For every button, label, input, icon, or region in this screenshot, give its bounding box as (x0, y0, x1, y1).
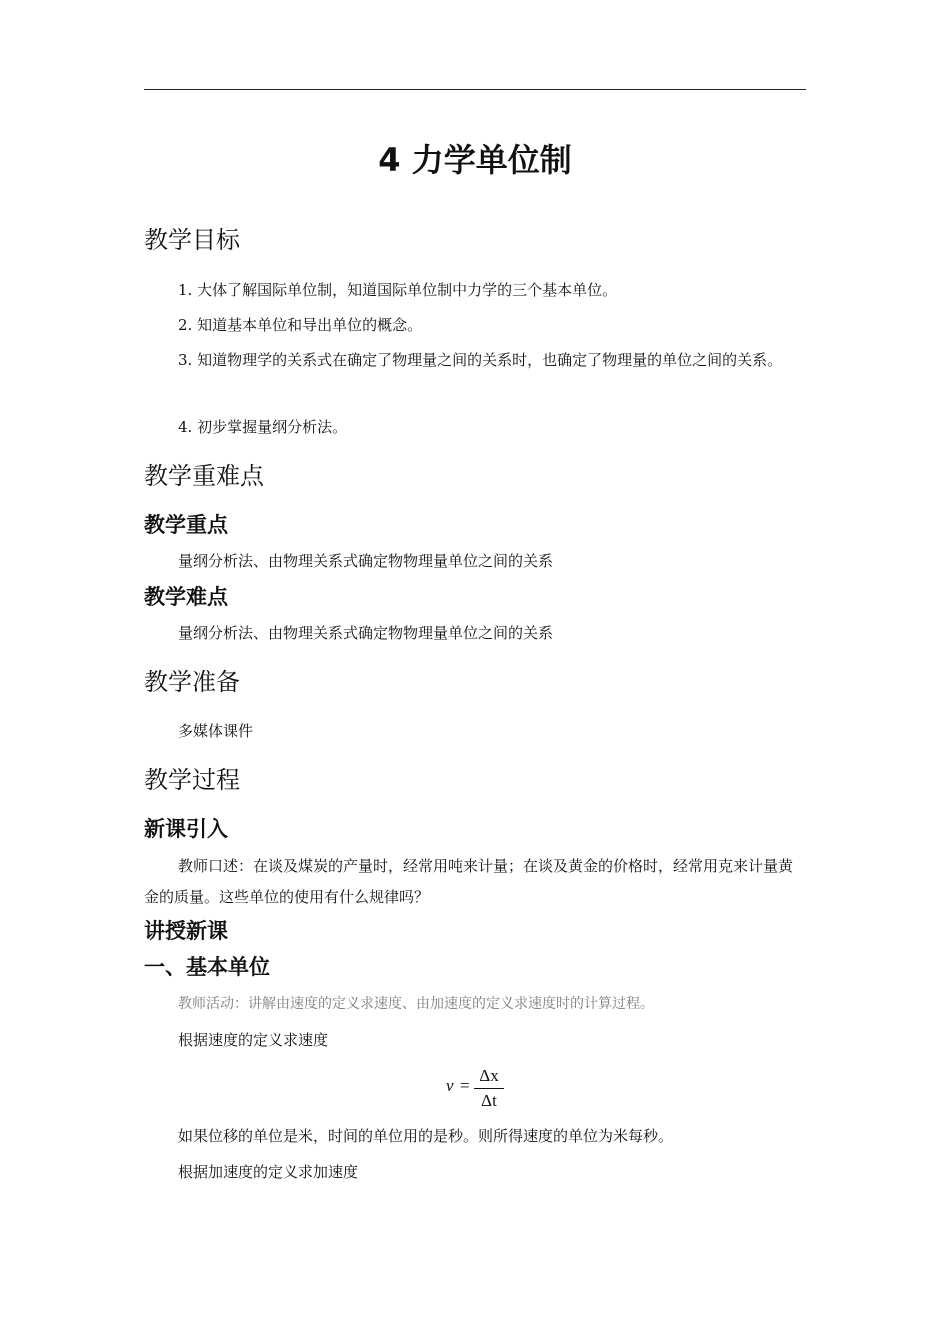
section-heading-objectives: 教学目标 (144, 226, 240, 254)
objective-item-1: 1. 大体了解国际单位制，知道国际单位制中力学的三个基本单位。 (178, 281, 618, 299)
velocity-intro-text: 根据速度的定义求速度 (178, 1031, 329, 1049)
subheading-intro: 新课引入 (144, 817, 228, 841)
fraction-bar (474, 1088, 504, 1089)
velocity-unit-text: 如果位移的单位是米，时间的单位用的是秒。则所得速度的单位为米每秒。 (178, 1127, 674, 1145)
difficult-points-text: 量纲分析法、由物理关系式确定物物理量单位之间的关系 (178, 624, 554, 642)
formula-lhs: v (446, 1076, 454, 1095)
header-rule (144, 89, 806, 90)
page-title: 4 力学单位制 (378, 141, 572, 179)
objective-item-3: 3. 知道物理学的关系式在确定了物理量之间的关系时，也确定了物理量的单位之间的关系。 (178, 351, 783, 369)
teacher-activity-text: 教师活动：讲解由速度的定义求速度、由加速度的定义求速度时的计算过程。 (178, 996, 654, 1012)
objective-item-4: 4. 初步掌握量纲分析法。 (178, 418, 348, 436)
objective-item-2: 2. 知道基本单位和导出单位的概念。 (178, 316, 423, 334)
prep-text: 多媒体课件 (178, 722, 254, 740)
subheading-difficult-points: 教学难点 (144, 585, 228, 609)
key-points-text: 量纲分析法、由物理关系式确定物物理量单位之间的关系 (178, 552, 554, 570)
section-heading-process: 教学过程 (144, 766, 240, 794)
subheading-lecture: 讲授新课 (144, 919, 228, 943)
formula-fraction (474, 1065, 504, 1112)
section-heading-focus: 教学重难点 (144, 462, 264, 490)
section-heading-prep: 教学准备 (144, 668, 240, 696)
subheading-basic-units: 一、基本单位 (144, 955, 270, 979)
formula-equals: = (460, 1076, 470, 1095)
intro-text: 教师口述：在谈及煤炭的产量时，经常用吨来计量；在谈及黄金的价格时，经常用克来计量黄金的质量。这些单位的使用有什么规律吗？ (144, 857, 794, 906)
formula-denominator: Δt (481, 1091, 497, 1110)
formula-numerator: Δx (479, 1066, 499, 1085)
accel-intro-text: 根据加速度的定义求加速度 (178, 1163, 359, 1181)
subheading-key-points: 教学重点 (144, 513, 228, 537)
